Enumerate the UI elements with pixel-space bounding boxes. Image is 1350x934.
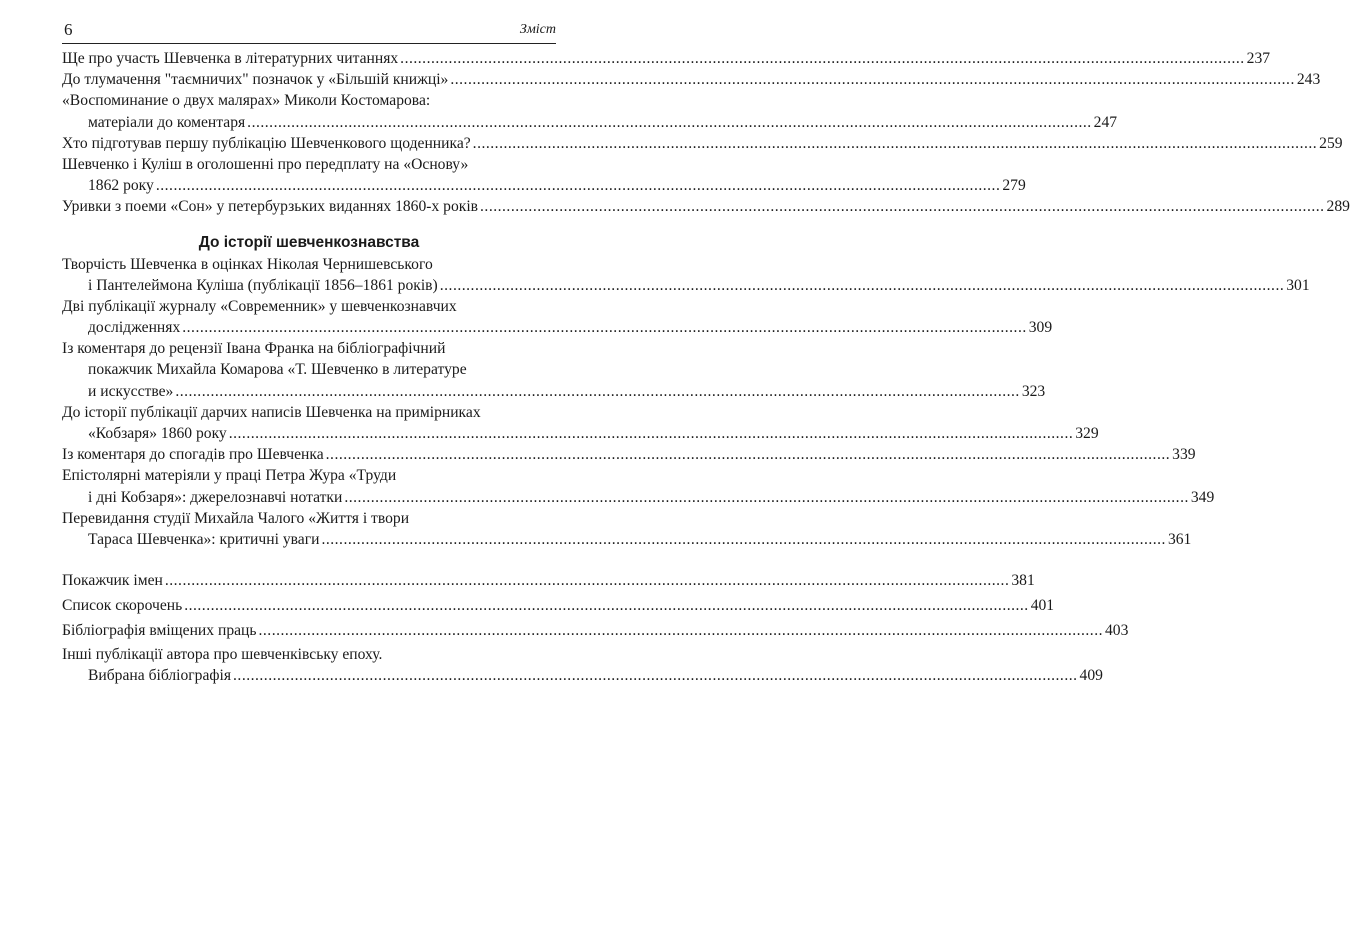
group-spacer bbox=[62, 550, 556, 570]
toc-entry-title: Список скорочень bbox=[62, 596, 183, 614]
toc-page-number: 259 bbox=[1319, 134, 1343, 152]
toc-entry-title: матеріали до коментаря bbox=[88, 113, 246, 131]
toc-page-number: 301 bbox=[1286, 276, 1310, 294]
toc-entry-line bbox=[62, 275, 1310, 296]
dot-leader bbox=[473, 133, 1318, 154]
dot-leader bbox=[182, 317, 1027, 338]
toc-page-number: 403 bbox=[1105, 621, 1129, 639]
toc-page-number: 349 bbox=[1190, 488, 1215, 506]
dot-leader bbox=[156, 175, 1001, 196]
dot-leader bbox=[400, 48, 1245, 69]
toc-entry-line bbox=[62, 402, 556, 423]
toc-page-number: 247 bbox=[1093, 113, 1118, 131]
toc-entry-title: Епістолярні матеріяли у праці Петра Жура «Труди bbox=[62, 467, 397, 485]
toc-page-number: 329 bbox=[1075, 425, 1099, 442]
toc-entry-title: Хто підготував першу публікацію Шевченкового щоденника? bbox=[62, 134, 471, 152]
toc-entry-line bbox=[62, 529, 1192, 550]
toc-entry bbox=[62, 465, 1215, 507]
toc-entry-line bbox=[62, 620, 1129, 641]
dot-leader bbox=[229, 423, 1074, 444]
dot-leader bbox=[184, 595, 1029, 616]
toc-group-2 bbox=[62, 254, 1310, 551]
toc-entry-title: Перевидання студії Михайла Чалого «Життя і твори bbox=[62, 509, 410, 527]
toc-entry-line bbox=[62, 487, 1215, 508]
toc-entry-title: і Пантелеймона Куліша (публікації 1856–1861 років) bbox=[88, 276, 438, 294]
toc-entry-line bbox=[62, 133, 1343, 154]
toc-entry bbox=[62, 154, 1026, 196]
toc-entry-line bbox=[62, 90, 556, 111]
dot-leader bbox=[344, 487, 1189, 508]
toc-page-number: 289 bbox=[1326, 198, 1350, 216]
toc-entry-title: Дві публікації журналу «Современник» у шевченкознавчих bbox=[62, 297, 457, 315]
toc-entry-title: Бібліографія вміщених праць bbox=[62, 621, 257, 639]
toc-entry-line bbox=[62, 570, 1035, 591]
dot-leader bbox=[321, 529, 1166, 550]
toc-page-number: 401 bbox=[1030, 596, 1055, 614]
toc-entry-title: Вибрана бібліографія bbox=[88, 667, 232, 685]
toc-entry-line bbox=[62, 254, 556, 275]
toc-entry-title: дослідженнях bbox=[88, 319, 181, 337]
page-number: 6 bbox=[64, 20, 73, 39]
toc-entry-title: До історії публікації дарчих написів Шевченка на примірниках bbox=[62, 403, 481, 421]
toc-entry bbox=[62, 595, 1055, 616]
toc-entry-line bbox=[62, 317, 1053, 338]
header-rule bbox=[62, 43, 556, 44]
toc-entry-line bbox=[62, 175, 1026, 196]
dot-leader bbox=[259, 620, 1104, 641]
toc-entry bbox=[62, 90, 1118, 132]
dot-leader bbox=[450, 69, 1295, 90]
toc-page-number: 243 bbox=[1296, 71, 1321, 89]
toc-entry-line bbox=[62, 644, 556, 665]
toc-entry-title: 1862 року bbox=[88, 177, 154, 195]
toc-entry bbox=[62, 444, 1196, 465]
dot-leader bbox=[247, 112, 1092, 133]
toc-entry-line bbox=[62, 112, 1118, 133]
toc-entry bbox=[62, 570, 1035, 591]
table-of-contents bbox=[62, 48, 1350, 687]
toc-group-3 bbox=[62, 570, 1129, 686]
toc-entry bbox=[62, 508, 1192, 550]
toc-entry-title: «Кобзаря» 1860 року bbox=[88, 425, 227, 442]
toc-entry bbox=[62, 296, 1053, 338]
toc-entry-title: і дні Кобзаря»: джерелознавчі нотатки bbox=[88, 488, 343, 506]
dot-leader bbox=[233, 665, 1078, 686]
toc-entry bbox=[62, 196, 1350, 217]
toc-page-number: 237 bbox=[1246, 50, 1271, 67]
toc-entry-line bbox=[62, 465, 556, 486]
toc-entry-title: До тлумачення "таємничих" позначок у «Більшій книжці» bbox=[62, 71, 449, 89]
section-title: До історії шевченкознавства bbox=[198, 233, 420, 251]
toc-group-1 bbox=[62, 48, 1350, 218]
toc-entry bbox=[62, 133, 1343, 154]
toc-entry-line bbox=[62, 423, 1099, 444]
dot-leader bbox=[480, 196, 1325, 217]
toc-entry-line bbox=[62, 154, 556, 175]
dot-leader bbox=[175, 381, 1020, 402]
toc-page-number: 279 bbox=[1002, 177, 1026, 195]
dot-leader bbox=[165, 570, 1010, 591]
toc-page-number: 409 bbox=[1079, 667, 1103, 685]
toc-entry-title: Тараса Шевченка»: критичні уваги bbox=[88, 530, 320, 548]
toc-entry-title: «Воспоминание о двух малярах» Миколи Костомарова: bbox=[62, 92, 431, 110]
toc-entry-line bbox=[62, 196, 1350, 217]
toc-entry-title: Уривки з поеми «Сон» у петербурзьких виданнях 1860-х років bbox=[62, 198, 479, 216]
toc-entry bbox=[62, 402, 1099, 444]
toc-entry bbox=[62, 48, 1271, 69]
toc-entry-title: Ще про участь Шевченка в літературних читаннях bbox=[62, 50, 399, 67]
toc-entry-title: покажчик Михайла Комарова «Т. Шевченко в литературе bbox=[88, 361, 467, 379]
toc-entry-line bbox=[62, 48, 1271, 69]
toc-entry-line bbox=[62, 69, 1321, 90]
toc-entry-title: Із коментаря до рецензії Івана Франка на бібліографічний bbox=[62, 340, 446, 358]
toc-page-number: 323 bbox=[1021, 382, 1046, 400]
toc-entry-title: Творчість Шевченка в оцінках Ніколая Чернишевського bbox=[62, 255, 433, 273]
toc-entry-title: и искусстве» bbox=[88, 382, 174, 400]
toc-page-number: 339 bbox=[1172, 446, 1196, 464]
toc-entry-line bbox=[62, 665, 1103, 686]
toc-entry bbox=[62, 620, 1129, 641]
toc-page-number: 309 bbox=[1028, 319, 1053, 337]
dot-leader bbox=[326, 444, 1171, 465]
toc-entry bbox=[62, 644, 1103, 686]
toc-entry-line bbox=[62, 381, 1046, 402]
toc-entry bbox=[62, 254, 1310, 296]
toc-entry bbox=[62, 338, 1046, 402]
toc-entry-title: Шевченко і Куліш в оголошенні про передплату на «Основу» bbox=[62, 155, 469, 173]
toc-entry-line bbox=[62, 338, 556, 359]
toc-entry-title: Інші публікації автора про шевченківську епоху. bbox=[62, 646, 383, 664]
toc-page-number: 381 bbox=[1011, 572, 1035, 590]
toc-entry bbox=[62, 69, 1321, 90]
toc-entry-line bbox=[62, 595, 1055, 616]
toc-entry-line bbox=[62, 359, 556, 380]
toc-entry-title: Із коментаря до спогадів про Шевченка bbox=[62, 446, 324, 464]
toc-entry-line bbox=[62, 444, 1196, 465]
toc-entry-line bbox=[62, 508, 556, 529]
running-title: Зміст bbox=[519, 22, 556, 37]
toc-page-number: 361 bbox=[1167, 530, 1192, 548]
dot-leader bbox=[440, 275, 1285, 296]
toc-entry-line bbox=[62, 296, 556, 317]
toc-entry-title: Покажчик імен bbox=[62, 572, 163, 590]
